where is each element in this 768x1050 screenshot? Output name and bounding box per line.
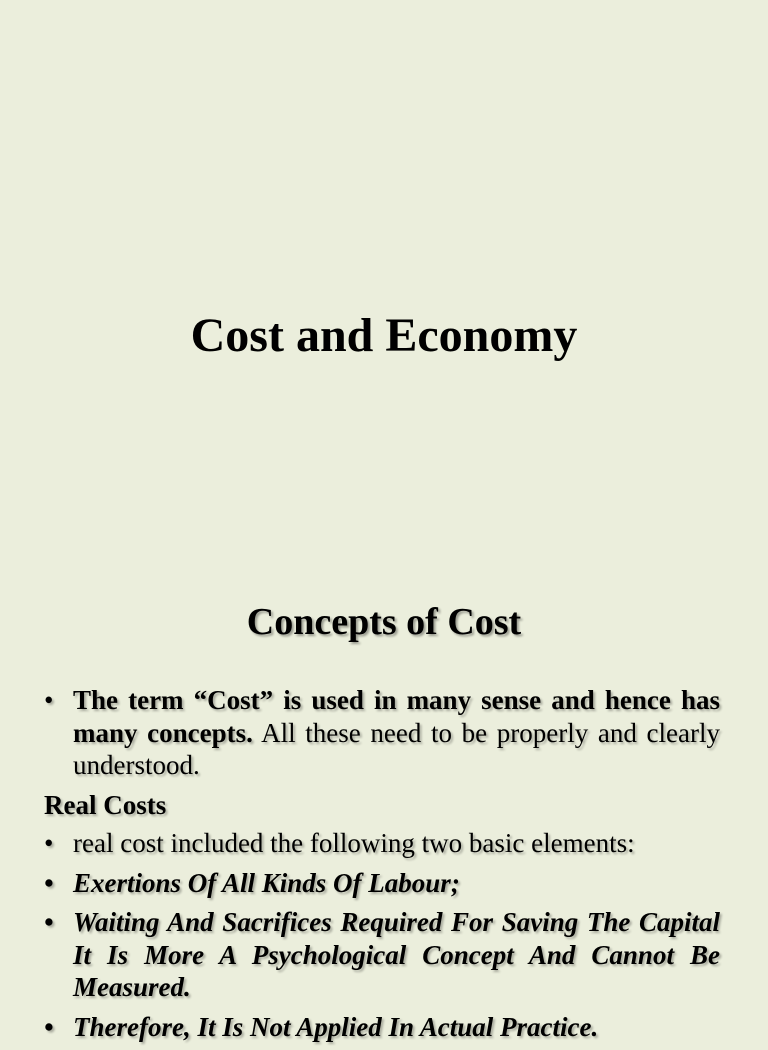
bullet-item [44, 1011, 720, 1044]
slide-concepts-of-cost [0, 576, 768, 1042]
bullet-icon: • [44, 685, 54, 715]
bullet-item [44, 827, 720, 860]
bullet-text: Exertions Of All Kinds Of Labour; [73, 867, 460, 898]
bullet-item [44, 906, 720, 1004]
bullet-text: Waiting And Sacrifices Required For Saving The Capital It Is More A Psychological Concept And Cannot Be Measured. [73, 907, 720, 1002]
slide-body [44, 684, 720, 1050]
bullet-item [44, 867, 720, 900]
bullet-icon: • [44, 907, 54, 937]
slide-title: Concepts of Cost [246, 601, 522, 643]
bullet-text: real cost included the following two basic elements: [73, 828, 635, 858]
bullet-item-intro [44, 684, 720, 782]
bullet-text: Therefore, It Is Not Applied In Actual Practice. [73, 1011, 599, 1042]
bullet-icon: • [44, 828, 54, 858]
intro-regular-text: All these need to be properly and clearly understood. [73, 717, 720, 780]
bullet-icon: • [44, 867, 54, 898]
section-heading: Real Costs [44, 789, 167, 820]
bullet-icon: • [44, 1011, 54, 1042]
intro-bold-text: The term “Cost” is used in many sense and hence has many concepts. [73, 685, 720, 748]
slide-title: Cost and Economy [190, 309, 578, 362]
